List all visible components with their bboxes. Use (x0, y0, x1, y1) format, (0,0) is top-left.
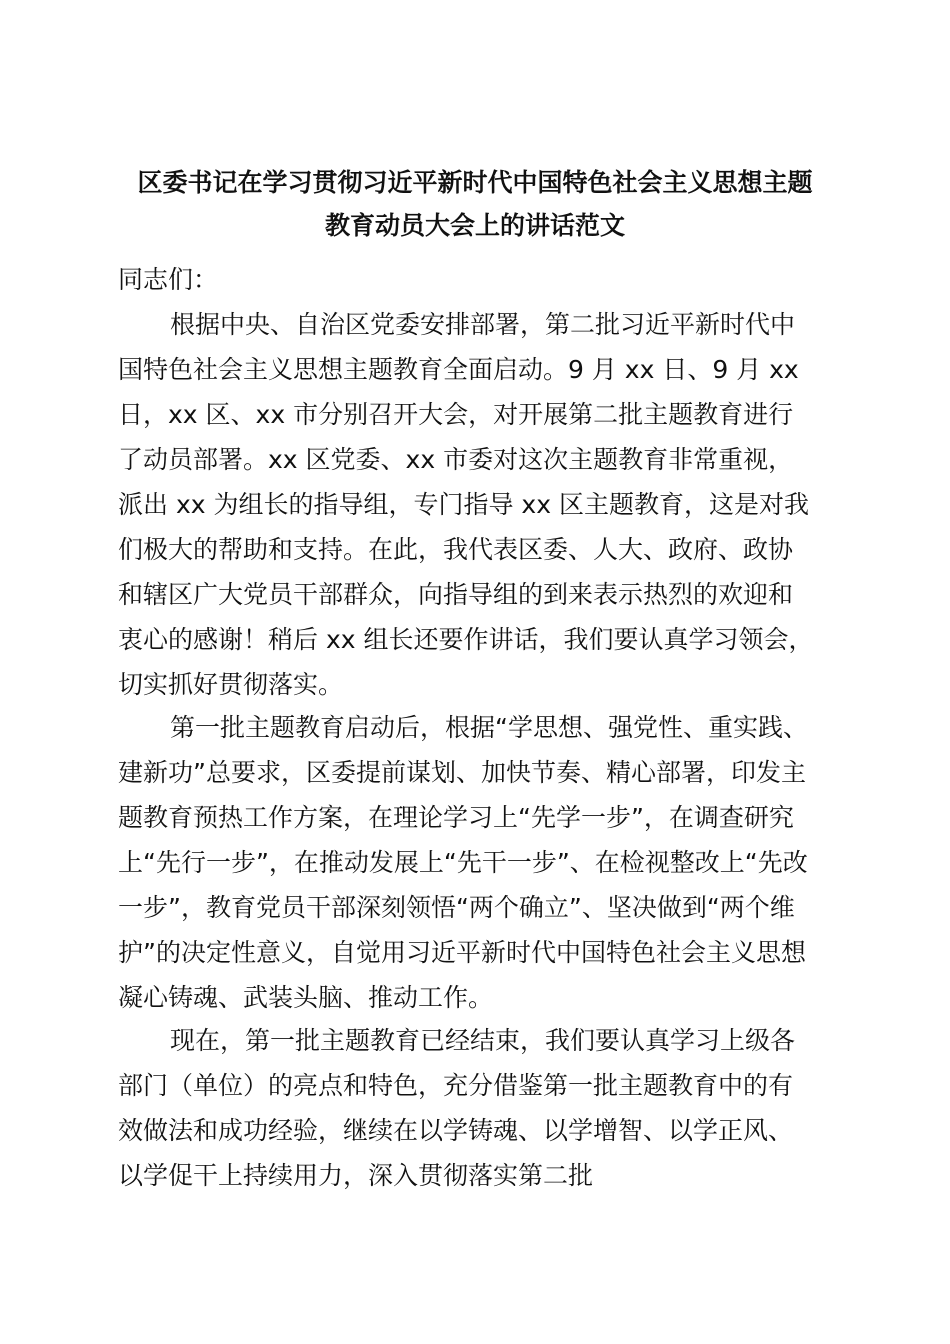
paragraph-line: 国特色社会主义思想主题教育全面启动。9 月 xx 日、9 月 xx (118, 355, 799, 384)
paragraph-line: 们极大的帮助和支持。在此，我代表区委、人大、政府、政协 (118, 535, 794, 564)
paragraph-line: 现在，第一批主题教育已经结束，我们要认真学习上级各 (170, 1026, 796, 1055)
paragraph-line: 以学促干上持续用力，深入贯彻落实第二批 (118, 1161, 594, 1190)
paragraph-line: 上“先行一步”，在推动发展上“先干一步”、在检视整改上“先改 (118, 848, 808, 877)
salutation (118, 257, 828, 302)
paragraph-line: 衷心的感谢！稍后 xx 组长还要作讲话，我们要认真学习领会， (118, 625, 814, 654)
paragraph-line: 了动员部署。xx 区党委、xx 市委对这次主题教育非常重视， (118, 445, 794, 474)
salutation-text: 同志们： (118, 265, 219, 294)
document-title-line-1: 区委书记在学习贯彻习近平新时代中国特色社会主义思想主题 (137, 168, 813, 197)
paragraph-line: 效做法和成功经验，继续在以学铸魂、以学增智、以学正风、 (118, 1116, 794, 1145)
paragraph-3 (118, 1018, 828, 1198)
paragraph-line: 护”的决定性意义，自觉用习近平新时代中国特色社会主义思想 (118, 938, 806, 967)
paragraph-1 (118, 302, 828, 707)
paragraph-line: 凝心铸魂、武装头脑、推动工作。 (118, 983, 494, 1012)
paragraph-line: 派出 xx 为组长的指导组，专门指导 xx 区主题教育，这是对我 (118, 490, 809, 519)
paragraph-2 (118, 705, 828, 1020)
paragraph-line: 日，xx 区、xx 市分别召开大会，对开展第二批主题教育进行 (118, 400, 794, 429)
paragraph-line: 题教育预热工作方案，在理论学习上“先学一步”，在调查研究 (118, 803, 794, 832)
paragraph-line: 切实抓好贯彻落实。 (118, 670, 344, 699)
paragraph-line: 根据中央、自治区党委安排部署，第二批习近平新时代中 (170, 310, 796, 339)
paragraph-line: 第一批主题教育启动后，根据“学思想、强党性、重实践、 (170, 713, 808, 742)
paragraph-line: 一步”，教育党员干部深刻领悟“两个确立”、坚决做到“两个维 (118, 893, 795, 922)
paragraph-line: 和辖区广大党员干部群众，向指导组的到来表示热烈的欢迎和 (118, 580, 794, 609)
paragraph-line: 建新功”总要求，区委提前谋划、加快节奏、精心部署，印发主 (118, 758, 806, 787)
paragraph-line: 部门（单位）的亮点和特色，充分借鉴第一批主题教育中的有 (118, 1071, 794, 1100)
document-title-line-2: 教育动员大会上的讲话范文 (324, 211, 625, 240)
